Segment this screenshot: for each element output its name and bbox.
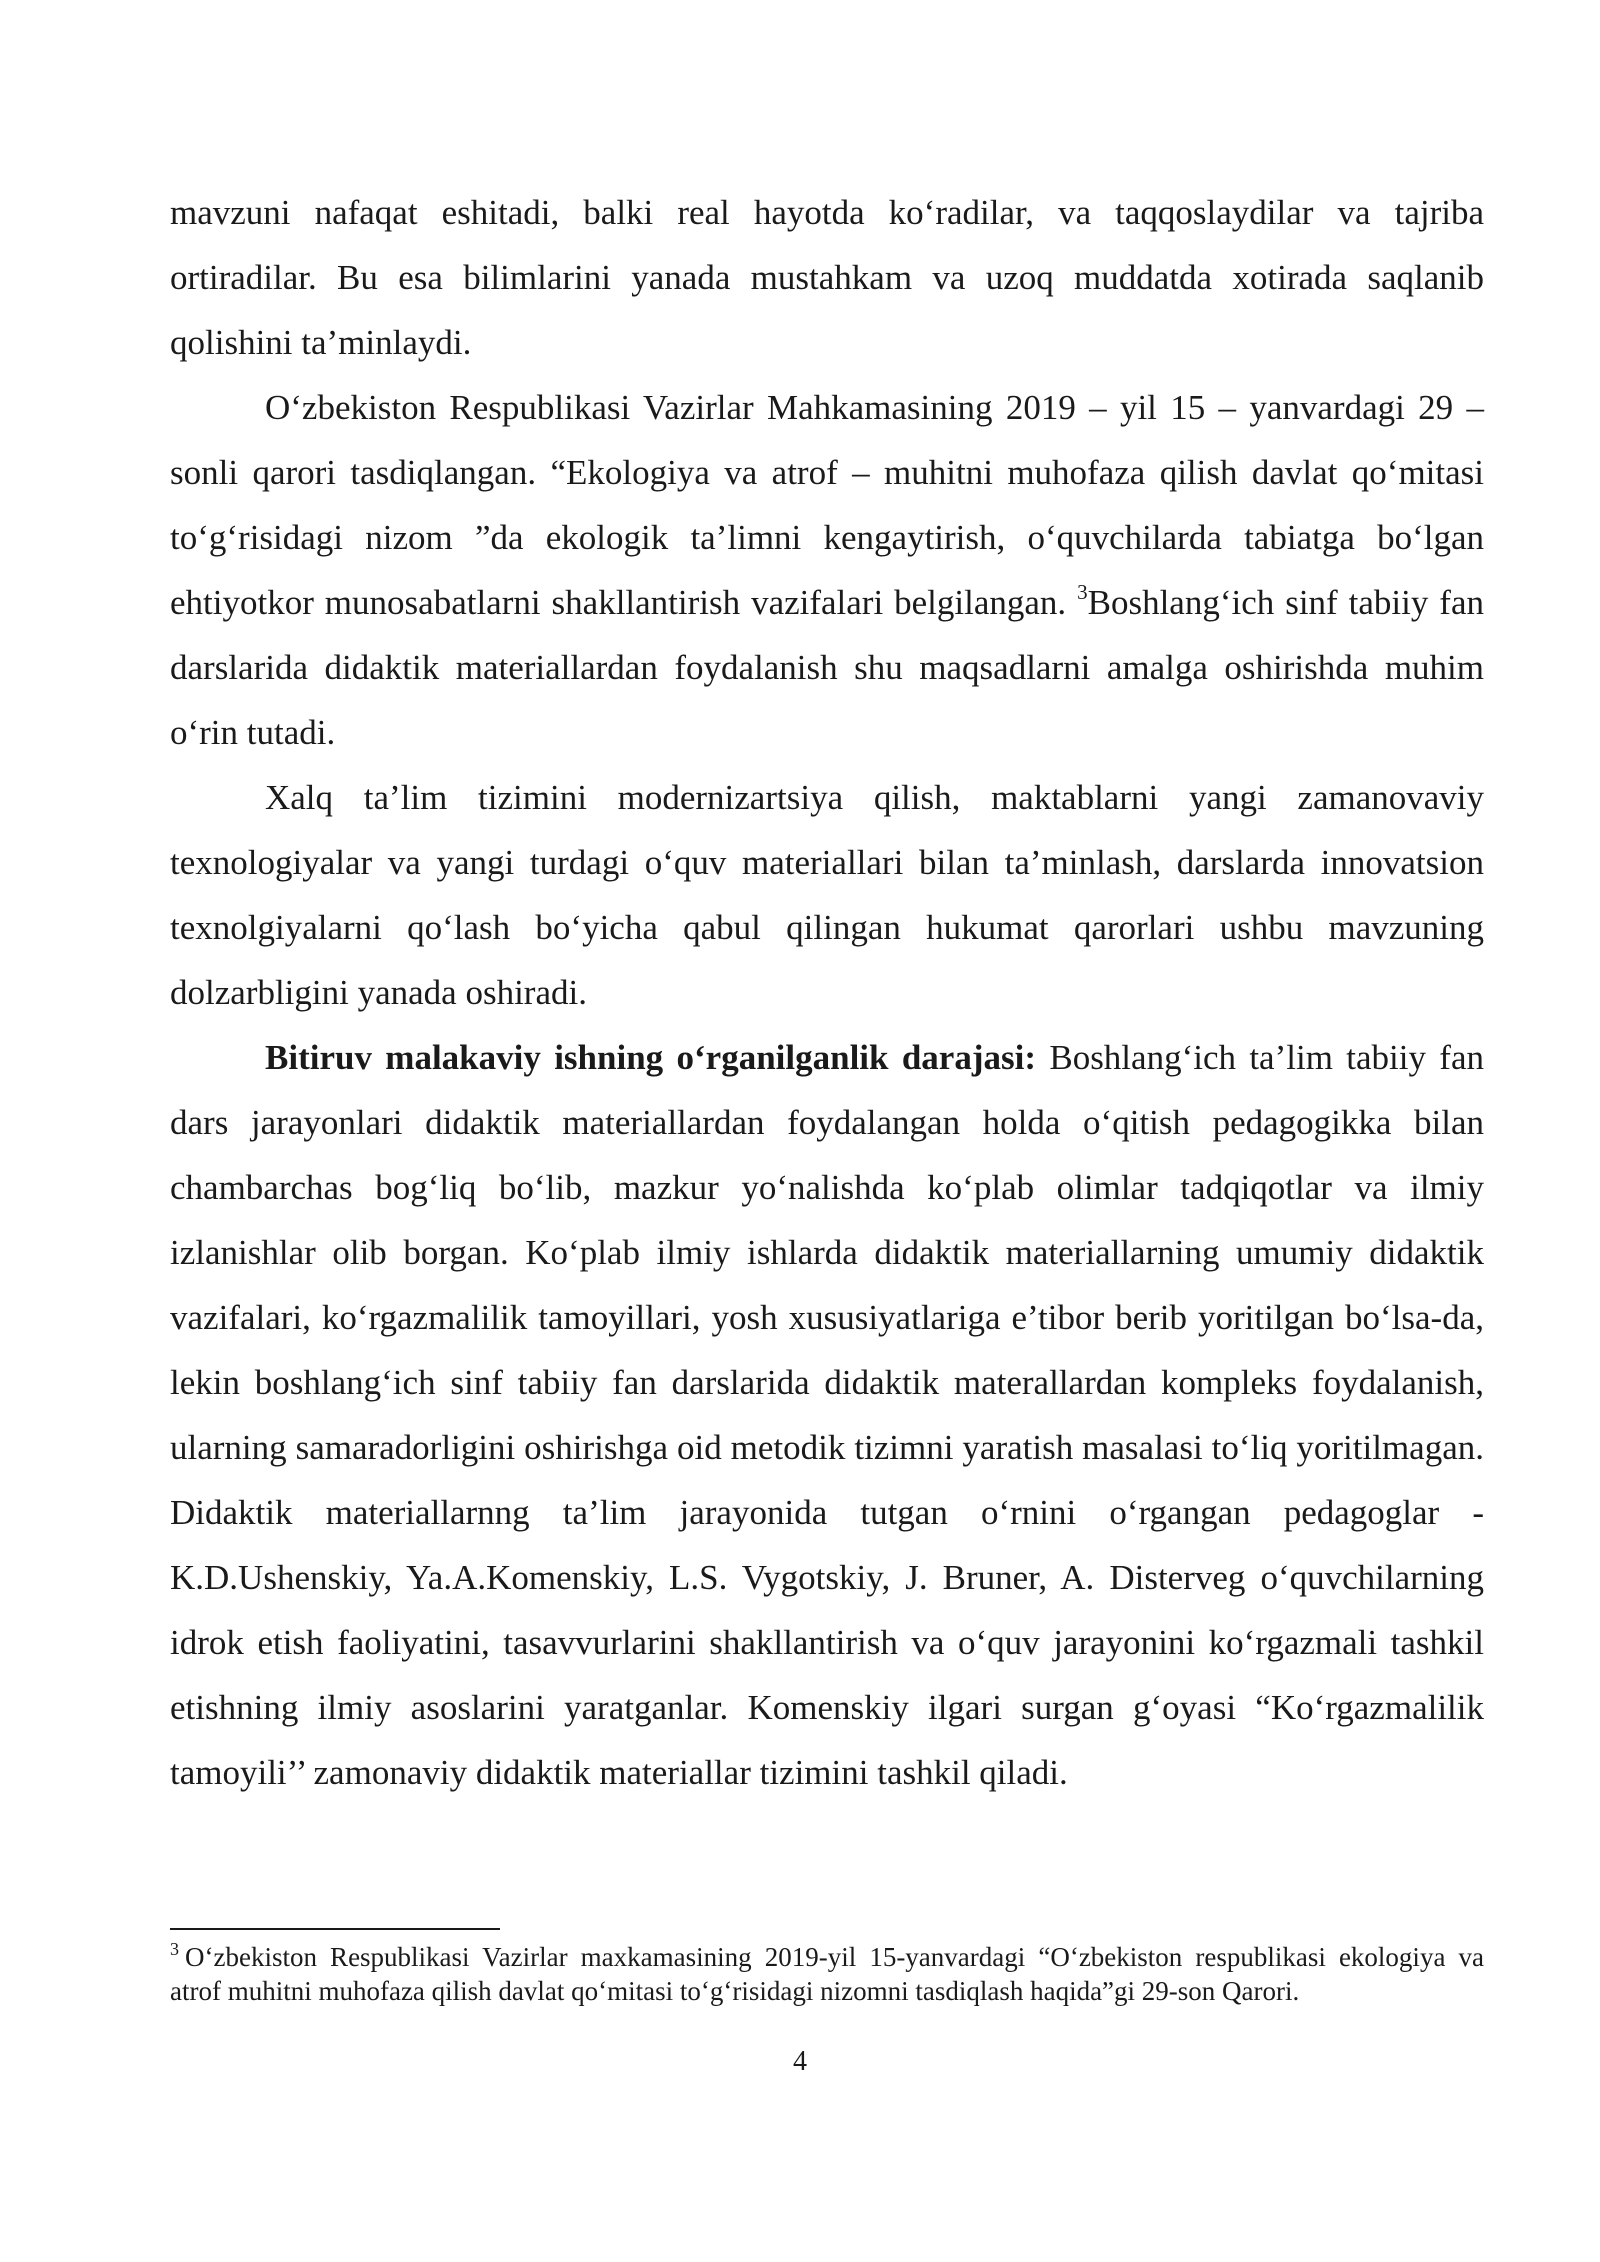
paragraph-2-text: O‘zbekiston Respublikasi Vazirlar Mahkamasining 2019 – yil 15 – yanvardagi 29 – sonli qarori tasdiqlangan. “Ekologiya va atrof – muhitni muhofaza qilish davlat qo‘mitasi to‘g‘risidagi nizom ”da ekologik ta’limni kengaytirish, o‘quvchilarda tabiatga bo‘lgan ehtiyotkor munosabatlarni shakllantirish vazifalari belgilangan.: [170, 388, 1484, 622]
footnote-text: O‘zbekiston Respublikasi Vazirlar maxkamasining 2019-yil 15-yanvardagi “O‘zbekiston respublikasi ekologiya va atrof muhitni muhofaza qilish davlat qo‘mitasi to‘g‘risidagi nizomni tasdiqlash haqida”gi 29-son Qarori.: [170, 1942, 1484, 2006]
paragraph-2-continuation: Boshlang‘ich sinf tabiiy fan darslarida didaktik materiallardan foydalanish shu maqsadlarni amalga oshirishda muhim o‘rin tutadi.: [170, 583, 1484, 752]
footnote-reference[interactable]: 3: [1077, 580, 1088, 604]
footnote-marker: 3: [170, 1939, 179, 1959]
paragraph-1: [170, 180, 1484, 375]
paragraph-3: [170, 765, 1484, 1025]
page-number: 4: [793, 2046, 807, 2077]
document-body: [170, 180, 1484, 1805]
paragraph-2: [170, 375, 1484, 765]
footnote-separator: [170, 1928, 500, 1930]
paragraph-3-text: Xalq ta’lim tizimini modernizartsiya qilish, maktablarni yangi zamanovaviy texnologiyalar va yangi turdagi o‘quv materiallari bilan ta’minlash, darslarda innovatsion texnolgiyalarni qo‘lash bo‘yicha qabul qilingan hukumat qarorlari ushbu mavzuning dolzarbligini yanada oshiradi.: [170, 778, 1484, 1012]
paragraph-4-text: Boshlang‘ich ta’lim tabiiy fan dars jarayonlari didaktik materiallardan foydalangan holda o‘qitish pedagogikka bilan chambarchas bog‘liq bo‘lib, mazkur yo‘nalishda ko‘plab olimlar tadqiqotlar va ilmiy izlanishlar olib borgan. Ko‘plab ilmiy ishlarda didaktik materiallarning umumiy didaktik vazifalari, ko‘rgazmalilik tamoyillari, yosh xususiyatlariga e’tibor berib yoritilgan bo‘lsa-da, lekin boshlang‘ich sinf tabiiy fan darslarida didaktik materallardan kompleks foydalanish, ularning samaradorligini oshirishga oid metodik tizimni yaratish masalasi to‘liq yoritilmagan. Didaktik materiallarnng ta’lim jarayonida tutgan o‘rnini o‘rgangan pedagoglar - K.D.Ushenskiy, Ya.A.Komenskiy, L.S. Vygotskiy, J. Bruner, A. Disterveg o‘quvchilarning idrok etish faoliyatini, tasavvurlarini shakllantirish va o‘quv jarayonini ko‘rgazmali tashkil etishning ilmiy asoslarini yaratganlar. Komenskiy ilgari surgan g‘oyasi “Ko‘rgazmalilik tamoyili’’ zamonaviy didaktik materiallar tizimini tashkil qiladi.: [170, 1038, 1484, 1792]
paragraph-1-text: mavzuni nafaqat eshitadi, balki real hayotda ko‘radilar, va taqqoslaydilar va tajriba ortiradilar. Bu esa bilimlarini yanada mustahkam va uzoq muddatda xotirada saqlanib qolishini ta’minlaydi.: [170, 193, 1484, 362]
paragraph-4: [170, 1025, 1484, 1805]
footnote: [170, 1940, 1484, 2008]
section-heading: Bitiruv malakaviy ishning o‘rganilganlik darajasi:: [265, 1038, 1036, 1077]
